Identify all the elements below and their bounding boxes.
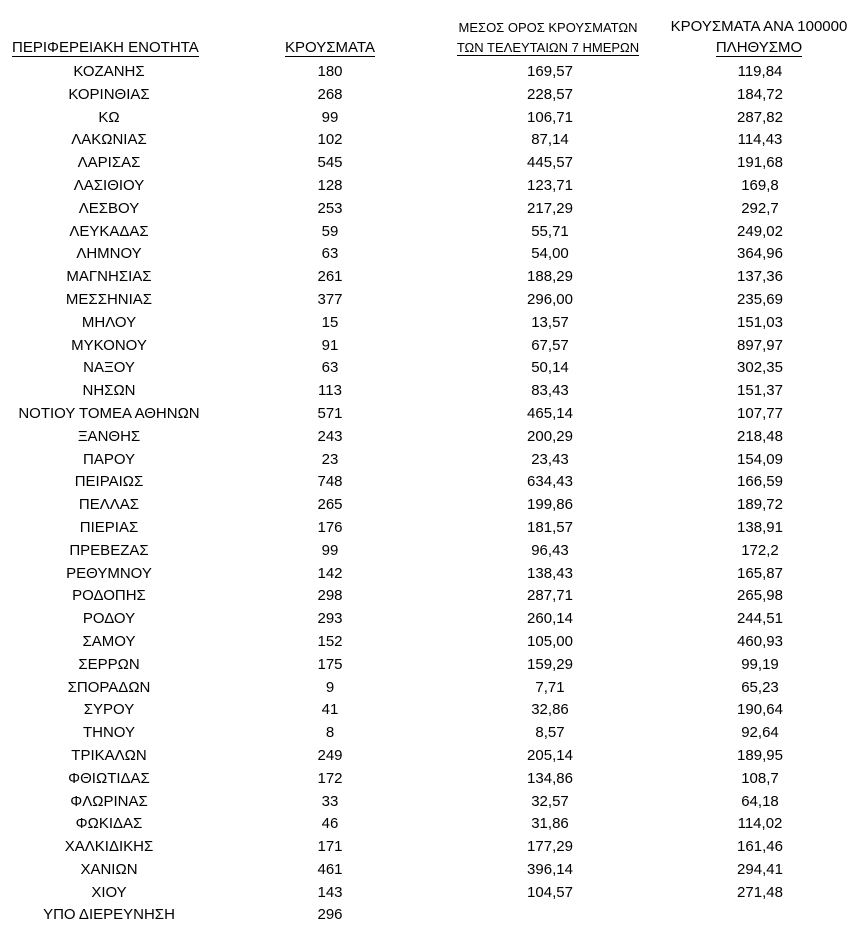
table-row	[0, 631, 868, 654]
per-100k-cell: 294,41	[737, 860, 783, 878]
seven-day-average-cell: 205,14	[527, 746, 573, 764]
cases-cell: 102	[317, 131, 343, 149]
cases-cell: 8	[325, 724, 335, 742]
table-row	[0, 129, 868, 152]
per-100k-cell: 292,7	[741, 199, 779, 217]
cases-cell: 41	[321, 701, 339, 719]
table-row	[0, 152, 868, 175]
per-100k-cell: 218,48	[737, 427, 783, 445]
per-100k-cell: 190,64	[737, 701, 783, 719]
cases-cell: 261	[317, 268, 343, 286]
header-seven-day-average	[438, 18, 658, 58]
seven-day-average-cell: 55,71	[531, 222, 569, 240]
table-row	[0, 312, 868, 335]
cases-cell: 461	[317, 860, 343, 878]
cases-cell: 128	[317, 176, 343, 194]
per-100k-cell: 249,02	[737, 222, 783, 240]
per-100k-cell: 161,46	[737, 838, 783, 856]
seven-day-average-cell: 465,14	[527, 404, 573, 422]
region-cell: ΦΘΙΩΤΙΔΑΣ	[68, 769, 150, 787]
seven-day-average-cell: 32,86	[531, 701, 569, 719]
cases-cell: 265	[317, 496, 343, 514]
seven-day-average-cell: 296,00	[527, 290, 573, 308]
per-100k-cell: 302,35	[737, 359, 783, 377]
seven-day-average-cell: 23,43	[531, 450, 569, 468]
region-cell: ΠΡΕΒΕΖΑΣ	[69, 541, 149, 559]
seven-day-average-cell: 228,57	[527, 85, 573, 103]
cases-cell: 33	[321, 792, 339, 810]
table-row	[0, 677, 868, 700]
per-100k-cell: 265,98	[737, 587, 783, 605]
region-cell: ΣΑΜΟΥ	[82, 632, 136, 650]
table-row	[0, 494, 868, 517]
seven-day-average-cell: 13,57	[531, 313, 569, 331]
table-row	[0, 836, 868, 859]
region-cell: ΝΟΤΙΟΥ ΤΟΜΕΑ ΑΘΗΝΩΝ	[18, 404, 200, 422]
region-cell: ΣΕΡΡΩΝ	[78, 655, 140, 673]
cases-cell: 748	[317, 473, 343, 491]
region-cell: ΡΟΔΟΥ	[82, 610, 136, 628]
cases-cell: 298	[317, 587, 343, 605]
region-cell: ΜΕΣΣΗΝΙΑΣ	[65, 290, 153, 308]
per-100k-cell: 165,87	[737, 564, 783, 582]
table-row	[0, 198, 868, 221]
per-100k-cell: 107,77	[737, 404, 783, 422]
cases-cell: 59	[321, 222, 339, 240]
seven-day-average-cell: 188,29	[527, 268, 573, 286]
cases-cell: 268	[317, 85, 343, 103]
header-avg-line1: ΜΕΣΟΣ ΟΡΟΣ ΚΡΟΥΣΜΑΤΩΝ	[458, 20, 638, 35]
seven-day-average-cell: 445,57	[527, 154, 573, 172]
seven-day-average-cell: 31,86	[531, 815, 569, 833]
header-region-label: ΠΕΡΙΦΕΡΕΙΑΚΗ ΕΝΟΤΗΤΑ	[12, 39, 199, 56]
region-cell: ΤΗΝΟΥ	[82, 724, 136, 742]
region-cell: ΠΙΕΡΙΑΣ	[79, 518, 139, 536]
per-100k-cell: 64,18	[741, 792, 779, 810]
per-100k-cell: 364,96	[737, 245, 783, 263]
cases-cell: 63	[321, 245, 339, 263]
cases-cell: 143	[317, 883, 343, 901]
region-cell: ΠΑΡΟΥ	[82, 450, 136, 468]
per-100k-cell: 138,91	[737, 518, 783, 536]
per-100k-cell: 137,36	[737, 268, 783, 286]
table-row	[0, 426, 868, 449]
seven-day-average-cell: 177,29	[527, 838, 573, 856]
table-row	[0, 904, 868, 927]
table-row	[0, 266, 868, 289]
seven-day-average-cell: 54,00	[531, 245, 569, 263]
per-100k-cell: 114,43	[737, 131, 783, 149]
region-cell: ΛΕΣΒΟΥ	[78, 199, 140, 217]
per-100k-cell: 151,03	[737, 313, 783, 331]
region-cell: ΧΑΝΙΩΝ	[80, 860, 138, 878]
per-100k-cell: 235,69	[737, 290, 783, 308]
header-per-line1: ΚΡΟΥΣΜΑΤΑ ΑΝΑ 100000	[670, 18, 848, 35]
table-row	[0, 357, 868, 380]
cases-cell: 545	[317, 154, 343, 172]
per-100k-cell: 172,2	[741, 541, 779, 559]
table-row	[0, 517, 868, 540]
region-cell: ΧΙΟΥ	[91, 883, 127, 901]
per-100k-cell: 154,09	[737, 450, 783, 468]
table-row	[0, 699, 868, 722]
seven-day-average-cell: 50,14	[531, 359, 569, 377]
table-row	[0, 449, 868, 472]
table-row	[0, 107, 868, 130]
cases-cell: 175	[317, 655, 343, 673]
seven-day-average-cell: 123,71	[527, 176, 573, 194]
cases-cell: 23	[321, 450, 339, 468]
table-row	[0, 471, 868, 494]
table-row	[0, 654, 868, 677]
table-row	[0, 335, 868, 358]
table-row	[0, 175, 868, 198]
per-100k-cell: 460,93	[737, 632, 783, 650]
cases-cell: 249	[317, 746, 343, 764]
cases-cell: 377	[317, 290, 343, 308]
region-cell: ΚΟΖΑΝΗΣ	[73, 63, 145, 80]
cases-cell: 243	[317, 427, 343, 445]
region-cell: ΧΑΛΚΙΔΙΚΗΣ	[64, 838, 154, 856]
region-cell: ΝΗΣΩΝ	[82, 382, 136, 400]
seven-day-average-cell: 7,71	[535, 678, 565, 696]
region-cell: ΝΑΞΟΥ	[83, 359, 135, 377]
seven-day-average-cell: 200,29	[527, 427, 573, 445]
seven-day-average-cell: 138,43	[527, 564, 573, 582]
cases-cell: 99	[321, 108, 339, 126]
seven-day-average-cell: 32,57	[531, 792, 569, 810]
cases-cell: 15	[321, 313, 339, 331]
table-row	[0, 768, 868, 791]
region-cell: ΛΑΣΙΘΙΟΥ	[73, 176, 145, 194]
per-100k-cell: 287,82	[737, 108, 783, 126]
region-cell: ΜΥΚΟΝΟΥ	[71, 336, 147, 354]
table-row	[0, 791, 868, 814]
table-row	[0, 722, 868, 745]
table-row	[0, 882, 868, 905]
region-cell: ΤΡΙΚΑΛΩΝ	[71, 746, 147, 764]
seven-day-average-cell: 199,86	[527, 496, 573, 514]
seven-day-average-cell: 8,57	[535, 724, 565, 742]
cases-cell: 253	[317, 199, 343, 217]
region-cell: ΥΠΟ ΔΙΕΡΕΥΝΗΣΗ	[43, 906, 175, 924]
seven-day-average-cell: 260,14	[527, 610, 573, 628]
seven-day-average-cell: 83,43	[531, 382, 569, 400]
per-100k-cell: 65,23	[741, 678, 779, 696]
table-row	[0, 745, 868, 768]
cases-cell: 171	[317, 838, 343, 856]
seven-day-average-cell: 181,57	[527, 518, 573, 536]
table-row	[0, 403, 868, 426]
per-100k-cell: 99,19	[741, 655, 779, 673]
per-100k-cell: 189,95	[737, 746, 783, 764]
region-cell: ΣΥΡΟΥ	[83, 701, 135, 719]
seven-day-average-cell: 87,14	[531, 131, 569, 149]
region-cell: ΦΩΚΙΔΑΣ	[75, 815, 143, 833]
table-row	[0, 380, 868, 403]
cases-cell: 152	[317, 632, 343, 650]
per-100k-cell: 151,37	[737, 382, 783, 400]
per-100k-cell: 169,8	[741, 176, 779, 194]
region-cell: ΣΠΟΡΑΔΩΝ	[67, 678, 151, 696]
region-cell: ΜΗΛΟΥ	[81, 313, 137, 331]
region-cell: ΚΟΡΙΝΘΙΑΣ	[68, 85, 150, 103]
table-row	[0, 221, 868, 244]
region-cell: ΠΕΙΡΑΙΩΣ	[74, 473, 144, 491]
cases-cell: 113	[318, 382, 342, 400]
cases-cell: 296	[317, 906, 343, 924]
region-cell: ΚΩ	[98, 108, 120, 126]
region-cell: ΛΗΜΝΟΥ	[76, 245, 142, 263]
header-per-line2: ΠΛΗΘΥΣΜΟ	[715, 39, 803, 56]
per-100k-cell: 119,84	[737, 63, 783, 80]
table-row	[0, 84, 868, 107]
region-cell: ΦΛΩΡΙΝΑΣ	[70, 792, 148, 810]
cases-cell: 63	[321, 359, 339, 377]
cases-cell: 172	[317, 769, 343, 787]
table-body	[0, 61, 868, 927]
header-per-100k	[650, 16, 868, 58]
seven-day-average-cell: 169,57	[527, 63, 573, 80]
region-cell: ΛΕΥΚΑΔΑΣ	[69, 222, 149, 240]
table-row	[0, 585, 868, 608]
table-row	[0, 243, 868, 266]
cases-cell: 99	[321, 541, 339, 559]
cases-cell: 293	[317, 610, 343, 628]
region-cell: ΛΑΡΙΣΑΣ	[77, 154, 141, 172]
table-row	[0, 289, 868, 312]
header-avg-line2: ΤΩΝ ΤΕΛΕΥΤΑΙΩΝ 7 ΗΜΕΡΩΝ	[456, 40, 640, 55]
seven-day-average-cell: 159,29	[527, 655, 573, 673]
table-row	[0, 563, 868, 586]
cases-cell: 46	[321, 815, 339, 833]
header-cases-label: ΚΡΟΥΣΜΑΤΑ	[285, 39, 375, 56]
cases-cell: 91	[321, 336, 339, 354]
per-100k-cell: 271,48	[737, 883, 783, 901]
region-cell: ΠΕΛΛΑΣ	[78, 496, 140, 514]
per-100k-cell: 191,68	[737, 154, 783, 172]
seven-day-average-cell: 104,57	[527, 883, 573, 901]
table-row	[0, 859, 868, 882]
per-100k-cell: 184,72	[737, 85, 783, 103]
cases-cell: 176	[317, 518, 343, 536]
seven-day-average-cell: 217,29	[527, 199, 573, 217]
seven-day-average-cell: 96,43	[531, 541, 569, 559]
seven-day-average-cell: 287,71	[527, 587, 573, 605]
per-100k-cell: 244,51	[737, 610, 783, 628]
table-row	[0, 608, 868, 631]
table-row	[0, 61, 868, 84]
seven-day-average-cell: 134,86	[527, 769, 573, 787]
region-cell: ΜΑΓΝΗΣΙΑΣ	[66, 268, 152, 286]
cases-cell: 9	[325, 678, 335, 696]
per-100k-cell: 92,64	[741, 724, 779, 742]
region-cell: ΡΟΔΟΠΗΣ	[72, 587, 146, 605]
region-cell: ΞΑΝΘΗΣ	[77, 427, 141, 445]
table-row	[0, 813, 868, 836]
per-100k-cell: 897,97	[737, 336, 783, 354]
header-region	[0, 38, 214, 57]
per-100k-cell: 114,02	[737, 815, 783, 833]
per-100k-cell: 108,7	[741, 769, 779, 787]
cases-cell: 571	[317, 404, 343, 422]
seven-day-average-cell: 396,14	[527, 860, 573, 878]
table-row	[0, 540, 868, 563]
seven-day-average-cell: 106,71	[527, 108, 573, 126]
region-cell: ΡΕΘΥΜΝΟΥ	[66, 564, 152, 582]
seven-day-average-cell: 634,43	[527, 473, 573, 491]
cases-cell: 180	[317, 63, 343, 80]
seven-day-average-cell: 67,57	[531, 336, 569, 354]
region-cell: ΛΑΚΩΝΙΑΣ	[71, 131, 147, 149]
seven-day-average-cell: 105,00	[527, 632, 573, 650]
cases-cell: 142	[317, 564, 343, 582]
per-100k-cell: 166,59	[737, 473, 783, 491]
header-cases	[270, 38, 390, 57]
per-100k-cell: 189,72	[737, 496, 783, 514]
